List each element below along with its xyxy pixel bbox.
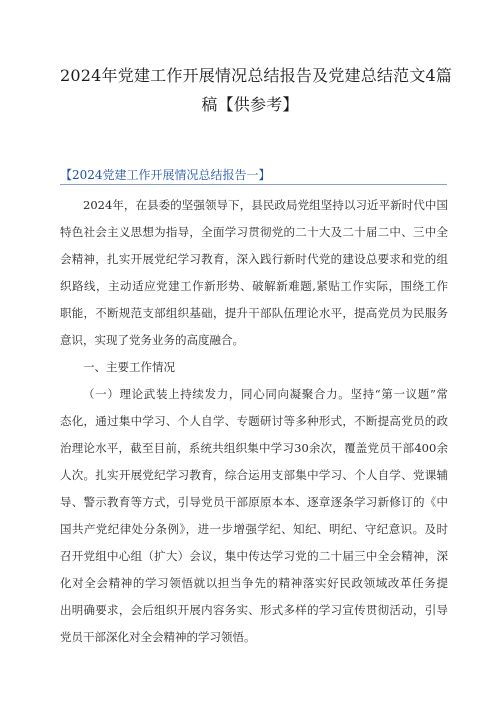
body-line: 出明确要求，会后组织开展内容务实、形式多样的学习宣传贯彻活动，引导: [60, 603, 448, 617]
subsection-heading: 一、主要工作情况: [83, 360, 175, 374]
body-line: 意识，实现了党务业务的高度融合。: [60, 333, 244, 347]
body-line: 国共产党纪律处分条例》，进一步增强学纪、知纪、明纪、守纪意识。及时: [60, 522, 448, 536]
body-line: 特色社会主义思想为指导，全面学习贯彻党的二十大及二十届二中、三中全: [60, 225, 448, 239]
body-line: 2024年，在县委的坚强领导下，县民政局党组坚持以习近平新时代中国: [83, 198, 448, 212]
body-line: 会精神，扎实开展党纪学习教育，深入践行新时代党的建设总要求和党的组: [60, 252, 448, 266]
body-line: 治理论水平，截至目前，系统共组织集中学习30余次，覆盖党员干部400余: [60, 441, 448, 455]
body-line: 人次。扎实开展党纪学习教育，综合运用支部集中学习、个人自学、党课辅: [60, 468, 448, 482]
body-line: （一）理论武装上持续发力，同心同向凝聚合力。坚持“第一议题”常: [83, 387, 448, 401]
body-line: 召开党组中心组（扩大）会议，集中传达学习党的二十届三中全会精神，深: [60, 549, 448, 563]
heading-divider: [60, 184, 447, 185]
body-line: 化对全会精神的学习领悟就以担当争先的精神落实好民政领域改革任务提: [60, 576, 448, 590]
document-title-line-1: 2024年党建工作开展情况总结报告及党建总结范文4篇: [60, 66, 453, 85]
body-line: 职能，不断规范支部组织基础，提升干部队伍理论水平，提高党员为民服务: [60, 306, 448, 320]
body-line: 态化，通过集中学习、个人自学、专题研讨等多种形式，不断提高党员的政: [60, 414, 448, 428]
body-line: 织路线，主动适应党建工作新形势、破解新难题,紧贴工作实际，围绕工作: [60, 279, 448, 293]
body-line: 党员干部深化对全会精神的学习领悟。: [60, 630, 256, 644]
body-line: 导、警示教育等方式，引导党员干部原原本本、逐章逐条学习新修订的《中: [60, 495, 448, 509]
document-title-line-2: 稿【供参考】: [201, 95, 299, 114]
section-heading: 【2024党建工作开展情况总结报告一】: [60, 168, 271, 182]
